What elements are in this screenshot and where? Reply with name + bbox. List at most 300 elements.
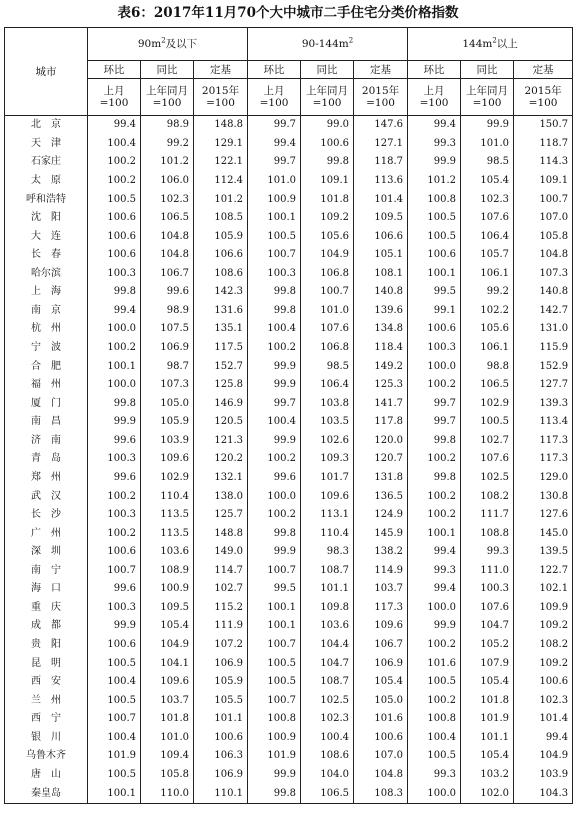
- index-value-cell: 107.2: [194, 636, 248, 655]
- index-value-cell: 100.2: [408, 691, 461, 710]
- index-value-cell: 99.7: [248, 394, 301, 413]
- table-row: [5, 190, 573, 209]
- index-value-cell: 100.5: [88, 190, 141, 209]
- index-value-cell: 100.0: [408, 599, 461, 618]
- index-value-cell: 146.9: [194, 394, 248, 413]
- index-value-cell: 99.9: [248, 766, 301, 785]
- index-value-cell: 109.6: [141, 450, 194, 469]
- index-value-cell: 101.2: [141, 153, 194, 172]
- table-row: [5, 710, 573, 729]
- index-value-cell: 99.9: [248, 357, 301, 376]
- index-value-cell: 105.1: [354, 246, 408, 265]
- index-value-cell: 99.2: [141, 135, 194, 154]
- index-value-cell: 100.6: [301, 135, 354, 154]
- index-value-cell: 106.9: [194, 654, 248, 673]
- index-value-cell: 100.3: [88, 599, 141, 618]
- index-value-cell: 147.6: [354, 116, 408, 135]
- index-value-cell: 101.0: [248, 172, 301, 191]
- index-value-cell: 109.6: [141, 673, 194, 692]
- index-value-cell: 122.7: [514, 562, 573, 581]
- city-cell: 南 京: [5, 302, 88, 321]
- index-value-cell: 103.6: [141, 543, 194, 562]
- index-value-cell: 102.5: [461, 469, 514, 488]
- index-value-cell: 104.8: [141, 227, 194, 246]
- index-value-cell: 108.6: [194, 265, 248, 284]
- index-value-cell: 100.1: [248, 209, 301, 228]
- index-value-cell: 100.6: [408, 320, 461, 339]
- index-value-cell: 108.2: [461, 487, 514, 506]
- city-cell: 厦 门: [5, 394, 88, 413]
- index-value-cell: 100.2: [88, 339, 141, 358]
- index-value-cell: 100.0: [408, 357, 461, 376]
- index-value-cell: 107.0: [354, 747, 408, 766]
- index-value-cell: 109.5: [141, 599, 194, 618]
- mom-header: 环比: [248, 61, 301, 79]
- city-cell: 长 春: [5, 246, 88, 265]
- city-cell: 乌鲁木齐: [5, 747, 88, 766]
- index-value-cell: 150.7: [514, 116, 573, 135]
- index-value-cell: 100.4: [88, 729, 141, 748]
- index-value-cell: 99.6: [141, 283, 194, 302]
- index-value-cell: 140.8: [354, 283, 408, 302]
- index-value-cell: 109.5: [354, 209, 408, 228]
- table-row: [5, 227, 573, 246]
- index-value-cell: 101.0: [301, 302, 354, 321]
- index-value-cell: 107.6: [461, 599, 514, 618]
- index-value-cell: 100.5: [408, 747, 461, 766]
- table-row: [5, 524, 573, 543]
- index-value-cell: 104.9: [141, 636, 194, 655]
- city-cell: 银 川: [5, 729, 88, 748]
- index-value-cell: 131.6: [194, 302, 248, 321]
- index-value-cell: 115.2: [194, 599, 248, 618]
- index-value-cell: 100.7: [248, 246, 301, 265]
- table-row: [5, 654, 573, 673]
- index-value-cell: 105.0: [141, 394, 194, 413]
- index-value-cell: 98.5: [301, 357, 354, 376]
- index-value-cell: 104.8: [514, 246, 573, 265]
- table-title: 表6：2017年11月70个大中城市二手住宅分类价格指数: [117, 5, 459, 21]
- index-value-cell: 100.9: [141, 580, 194, 599]
- index-value-cell: 100.3: [88, 506, 141, 525]
- index-value-cell: 100.3: [88, 450, 141, 469]
- index-value-cell: 101.8: [461, 691, 514, 710]
- index-value-cell: 101.6: [354, 710, 408, 729]
- index-value-cell: 106.7: [141, 265, 194, 284]
- index-value-cell: 99.4: [88, 116, 141, 135]
- index-value-cell: 106.7: [354, 636, 408, 655]
- table-row: [5, 450, 573, 469]
- index-value-cell: 99.6: [88, 469, 141, 488]
- index-value-cell: 101.8: [301, 190, 354, 209]
- index-value-cell: 120.2: [194, 450, 248, 469]
- index-value-cell: 145.0: [514, 524, 573, 543]
- index-value-cell: 130.8: [514, 487, 573, 506]
- index-value-cell: 100.2: [248, 339, 301, 358]
- yoy-base-header: 上年同月 =100: [141, 79, 194, 116]
- index-value-cell: 102.6: [301, 432, 354, 451]
- index-value-cell: 109.3: [301, 450, 354, 469]
- city-cell: 广 州: [5, 524, 88, 543]
- index-value-cell: 114.7: [194, 562, 248, 581]
- index-value-cell: 102.1: [514, 580, 573, 599]
- index-value-cell: 99.3: [461, 543, 514, 562]
- index-value-cell: 104.9: [514, 747, 573, 766]
- index-value-cell: 100.6: [88, 227, 141, 246]
- city-cell: 济 南: [5, 432, 88, 451]
- index-value-cell: 106.8: [301, 339, 354, 358]
- index-value-cell: 127.1: [354, 135, 408, 154]
- index-value-cell: 104.9: [301, 246, 354, 265]
- index-value-cell: 100.0: [88, 376, 141, 395]
- index-value-cell: 103.9: [141, 432, 194, 451]
- index-value-cell: 98.5: [461, 153, 514, 172]
- index-value-cell: 101.2: [408, 172, 461, 191]
- index-value-cell: 98.8: [461, 357, 514, 376]
- index-value-cell: 99.9: [88, 617, 141, 636]
- city-cell: 呼和浩特: [5, 190, 88, 209]
- city-cell: 长 沙: [5, 506, 88, 525]
- index-value-cell: 99.8: [301, 153, 354, 172]
- table-row: [5, 376, 573, 395]
- index-value-cell: 105.9: [194, 227, 248, 246]
- index-value-cell: 149.2: [354, 357, 408, 376]
- table-row: [5, 394, 573, 413]
- index-value-cell: 112.4: [194, 172, 248, 191]
- index-value-cell: 99.2: [461, 283, 514, 302]
- index-value-cell: 100.2: [408, 450, 461, 469]
- table-row: [5, 432, 573, 451]
- index-value-cell: 152.7: [194, 357, 248, 376]
- index-value-cell: 102.3: [301, 710, 354, 729]
- city-cell: 西 安: [5, 673, 88, 692]
- index-value-cell: 101.0: [461, 135, 514, 154]
- index-value-cell: 99.5: [248, 580, 301, 599]
- table-row: [5, 357, 573, 376]
- index-value-cell: 100.8: [408, 710, 461, 729]
- index-value-cell: 98.3: [301, 543, 354, 562]
- index-value-cell: 99.8: [248, 302, 301, 321]
- index-value-cell: 104.4: [301, 636, 354, 655]
- index-value-cell: 102.2: [461, 302, 514, 321]
- index-value-cell: 103.6: [301, 617, 354, 636]
- index-value-cell: 100.5: [248, 673, 301, 692]
- index-value-cell: 100.3: [248, 265, 301, 284]
- index-value-cell: 100.5: [408, 209, 461, 228]
- index-value-cell: 105.4: [461, 172, 514, 191]
- index-value-cell: 100.7: [88, 710, 141, 729]
- yoy-header: 同比: [301, 61, 354, 79]
- index-value-cell: 138.2: [354, 543, 408, 562]
- index-value-cell: 104.1: [141, 654, 194, 673]
- index-value-cell: 142.3: [194, 283, 248, 302]
- index-value-cell: 99.9: [248, 432, 301, 451]
- index-value-cell: 99.3: [408, 562, 461, 581]
- index-value-cell: 127.7: [514, 376, 573, 395]
- table-row: [5, 580, 573, 599]
- mom-header: 环比: [88, 61, 141, 79]
- index-value-cell: 118.7: [514, 135, 573, 154]
- index-value-cell: 99.8: [408, 469, 461, 488]
- fixed-base-year-header: 2015年 =100: [194, 79, 248, 116]
- index-value-cell: 106.6: [194, 246, 248, 265]
- index-value-cell: 106.8: [301, 265, 354, 284]
- index-value-cell: 120.0: [354, 432, 408, 451]
- index-value-cell: 106.6: [354, 227, 408, 246]
- group-header-90-144: $90-144m^2$: [248, 28, 408, 61]
- table-row: [5, 469, 573, 488]
- index-value-cell: 106.9: [354, 654, 408, 673]
- index-value-cell: 104.3: [514, 784, 573, 803]
- index-value-cell: 104.8: [141, 246, 194, 265]
- index-value-cell: 106.0: [141, 172, 194, 191]
- fixed-base-year-header: 2015年 =100: [354, 79, 408, 116]
- mom-base-header: 上月 =100: [248, 79, 301, 116]
- index-value-cell: 99.4: [408, 543, 461, 562]
- index-value-cell: 139.5: [514, 543, 573, 562]
- index-value-cell: 100.7: [248, 562, 301, 581]
- index-value-cell: 117.3: [514, 432, 573, 451]
- index-value-cell: 98.9: [141, 116, 194, 135]
- city-cell: 贵 阳: [5, 636, 88, 655]
- index-value-cell: 105.9: [194, 673, 248, 692]
- index-value-cell: 103.2: [461, 766, 514, 785]
- index-value-cell: 104.7: [301, 654, 354, 673]
- index-value-cell: 114.3: [514, 153, 573, 172]
- index-value-cell: 108.2: [514, 636, 573, 655]
- index-value-cell: 99.8: [88, 394, 141, 413]
- index-value-cell: 98.7: [141, 357, 194, 376]
- index-value-cell: 100.0: [88, 320, 141, 339]
- index-value-cell: 106.4: [461, 227, 514, 246]
- index-value-cell: 100.5: [408, 227, 461, 246]
- index-value-cell: 109.9: [514, 599, 573, 618]
- city-cell: 青 岛: [5, 450, 88, 469]
- index-value-cell: 149.0: [194, 543, 248, 562]
- index-value-cell: 100.6: [408, 246, 461, 265]
- index-value-cell: 104.7: [461, 617, 514, 636]
- table-row: [5, 487, 573, 506]
- mom-base-header: 上月 =100: [88, 79, 141, 116]
- city-cell: 福 州: [5, 376, 88, 395]
- index-value-cell: 99.8: [248, 524, 301, 543]
- table-row: [5, 339, 573, 358]
- index-value-cell: 131.8: [354, 469, 408, 488]
- city-cell: 深 圳: [5, 543, 88, 562]
- index-value-cell: 100.5: [88, 691, 141, 710]
- index-value-cell: 106.1: [461, 339, 514, 358]
- index-value-cell: 101.9: [461, 710, 514, 729]
- index-value-cell: 104.8: [354, 766, 408, 785]
- price-index-table: [4, 27, 573, 804]
- city-cell: 宁 波: [5, 339, 88, 358]
- table-header: [5, 28, 573, 116]
- city-cell: 昆 明: [5, 654, 88, 673]
- table-row: [5, 617, 573, 636]
- index-value-cell: 100.7: [248, 636, 301, 655]
- index-value-cell: 100.5: [248, 654, 301, 673]
- index-value-cell: 105.0: [354, 691, 408, 710]
- index-value-cell: 106.9: [194, 766, 248, 785]
- index-value-cell: 102.3: [514, 691, 573, 710]
- index-value-cell: 103.8: [301, 394, 354, 413]
- index-value-cell: 105.2: [461, 636, 514, 655]
- index-value-cell: 100.9: [248, 190, 301, 209]
- index-value-cell: 111.0: [461, 562, 514, 581]
- table-row: [5, 283, 573, 302]
- index-value-cell: 132.1: [194, 469, 248, 488]
- index-value-cell: 107.3: [514, 265, 573, 284]
- index-value-cell: 109.2: [514, 617, 573, 636]
- index-value-cell: 110.4: [301, 524, 354, 543]
- index-value-cell: 101.1: [194, 710, 248, 729]
- table-row: [5, 673, 573, 692]
- index-value-cell: 100.7: [248, 691, 301, 710]
- index-value-cell: 125.8: [194, 376, 248, 395]
- index-value-cell: 100.4: [248, 413, 301, 432]
- index-value-cell: 100.8: [248, 710, 301, 729]
- index-value-cell: 99.7: [408, 413, 461, 432]
- index-value-cell: 100.6: [88, 246, 141, 265]
- table-row: [5, 172, 573, 191]
- index-value-cell: 103.5: [301, 413, 354, 432]
- index-value-cell: 142.7: [514, 302, 573, 321]
- index-value-cell: 105.9: [141, 413, 194, 432]
- city-cell: 西 宁: [5, 710, 88, 729]
- index-value-cell: 99.8: [248, 784, 301, 803]
- index-value-cell: 113.1: [301, 506, 354, 525]
- index-value-cell: 107.0: [514, 209, 573, 228]
- index-value-cell: 139.6: [354, 302, 408, 321]
- mom-base-header: 上月 =100: [408, 79, 461, 116]
- table-row: [5, 766, 573, 785]
- index-value-cell: 108.7: [301, 562, 354, 581]
- index-value-cell: 99.4: [408, 116, 461, 135]
- city-cell: 哈尔滨: [5, 265, 88, 284]
- index-value-cell: 100.6: [88, 543, 141, 562]
- index-value-cell: 108.3: [354, 784, 408, 803]
- index-value-cell: 100.2: [408, 376, 461, 395]
- fixed-base-header: 定基: [194, 61, 248, 79]
- index-value-cell: 145.9: [354, 524, 408, 543]
- index-value-cell: 117.3: [514, 450, 573, 469]
- index-value-cell: 109.1: [301, 172, 354, 191]
- city-cell: 合 肥: [5, 357, 88, 376]
- table-row: [5, 413, 573, 432]
- index-value-cell: 107.6: [461, 209, 514, 228]
- index-value-cell: 106.9: [141, 339, 194, 358]
- index-value-cell: 106.3: [194, 747, 248, 766]
- index-value-cell: 100.0: [408, 784, 461, 803]
- city-cell: 石家庄: [5, 153, 88, 172]
- yoy-header: 同比: [141, 61, 194, 79]
- index-value-cell: 107.6: [461, 450, 514, 469]
- index-value-cell: 140.8: [514, 283, 573, 302]
- index-value-cell: 100.5: [461, 413, 514, 432]
- index-value-cell: 104.0: [301, 766, 354, 785]
- index-value-cell: 99.9: [88, 413, 141, 432]
- index-value-cell: 105.6: [301, 227, 354, 246]
- index-value-cell: 113.5: [141, 506, 194, 525]
- index-value-cell: 106.5: [301, 784, 354, 803]
- index-value-cell: 105.8: [141, 766, 194, 785]
- index-value-cell: 99.4: [248, 135, 301, 154]
- index-value-cell: 109.1: [514, 172, 573, 191]
- index-value-cell: 100.2: [88, 524, 141, 543]
- table-row: [5, 599, 573, 618]
- index-value-cell: 101.8: [141, 710, 194, 729]
- table-row: [5, 265, 573, 284]
- index-value-cell: 108.6: [301, 747, 354, 766]
- city-cell: 兰 州: [5, 691, 88, 710]
- index-value-cell: 117.3: [354, 599, 408, 618]
- index-value-cell: 99.8: [88, 283, 141, 302]
- index-value-cell: 100.1: [88, 784, 141, 803]
- index-value-cell: 101.9: [88, 747, 141, 766]
- table-row: [5, 135, 573, 154]
- table-row: [5, 562, 573, 581]
- index-value-cell: 127.6: [514, 506, 573, 525]
- yoy-base-header: 上年同月 =100: [301, 79, 354, 116]
- city-cell: 北 京: [5, 116, 88, 135]
- fixed-base-year-header: 2015年 =100: [514, 79, 573, 116]
- index-value-cell: 111.7: [461, 506, 514, 525]
- city-cell: 郑 州: [5, 469, 88, 488]
- index-value-cell: 122.1: [194, 153, 248, 172]
- index-value-cell: 117.8: [354, 413, 408, 432]
- index-value-cell: 99.7: [248, 116, 301, 135]
- index-value-cell: 100.6: [354, 729, 408, 748]
- index-value-cell: 100.5: [88, 766, 141, 785]
- index-value-cell: 129.0: [514, 469, 573, 488]
- index-value-cell: 101.4: [354, 190, 408, 209]
- index-value-cell: 109.8: [301, 599, 354, 618]
- index-value-cell: 99.9: [408, 617, 461, 636]
- index-value-cell: 124.9: [354, 506, 408, 525]
- table-row: [5, 302, 573, 321]
- table-row: [5, 747, 573, 766]
- index-value-cell: 99.8: [408, 432, 461, 451]
- city-cell: 南 宁: [5, 562, 88, 581]
- index-value-cell: 100.1: [248, 599, 301, 618]
- index-value-cell: 125.3: [354, 376, 408, 395]
- group-header-90-below: $90m^2$及以下: [88, 28, 248, 61]
- index-value-cell: 100.1: [408, 524, 461, 543]
- index-value-cell: 139.3: [514, 394, 573, 413]
- index-value-cell: 113.4: [514, 413, 573, 432]
- index-value-cell: 103.7: [141, 691, 194, 710]
- city-cell: 武 汉: [5, 487, 88, 506]
- index-value-cell: 107.3: [141, 376, 194, 395]
- index-value-cell: 120.5: [194, 413, 248, 432]
- index-value-cell: 118.4: [354, 339, 408, 358]
- city-cell: 唐 山: [5, 766, 88, 785]
- index-value-cell: 99.0: [301, 116, 354, 135]
- index-value-cell: 101.1: [301, 580, 354, 599]
- index-value-cell: 101.1: [461, 729, 514, 748]
- table-row: [5, 246, 573, 265]
- index-value-cell: 100.6: [194, 729, 248, 748]
- city-column-header: 城市: [5, 28, 88, 116]
- table-row: [5, 116, 573, 135]
- group-header-144-above: $144m^2$以上: [408, 28, 573, 61]
- index-value-cell: 100.2: [408, 636, 461, 655]
- city-cell: 沈 阳: [5, 209, 88, 228]
- index-value-cell: 100.4: [248, 320, 301, 339]
- index-value-cell: 99.6: [88, 580, 141, 599]
- index-value-cell: 100.7: [301, 283, 354, 302]
- index-value-cell: 121.3: [194, 432, 248, 451]
